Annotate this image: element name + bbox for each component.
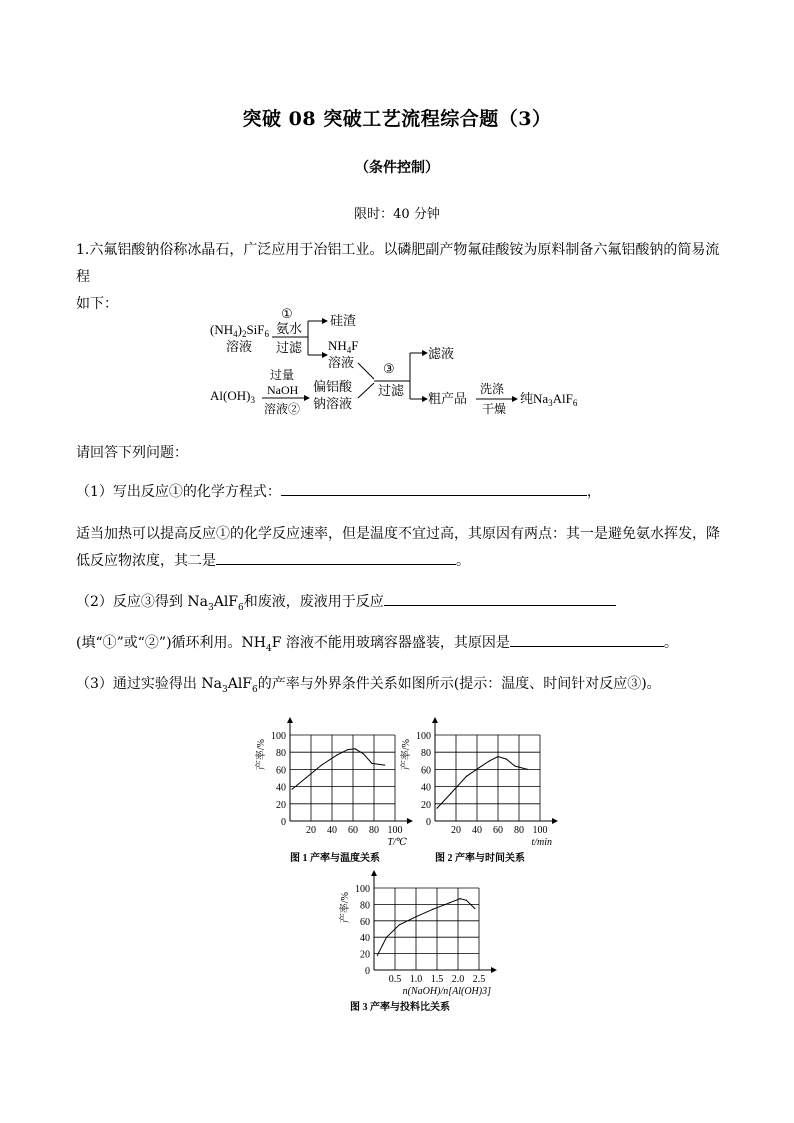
x-tick-label: 100 [532,825,548,836]
data-point [386,937,387,938]
data-point [497,756,498,757]
data-point [321,765,322,766]
data-point [292,789,293,790]
data-point [437,808,438,809]
data-point [363,753,364,754]
wash-label: 洗涤 [480,382,505,396]
x-tick-label: 2.0 [451,974,465,985]
x-axis-label: n(NaOH)/n[Al(OH)3] [402,986,491,997]
data-point [450,793,451,794]
part-2-reaction-blank[interactable] [384,590,616,606]
y-axis-label: 产率/% [340,892,351,924]
data-point [466,776,467,777]
silicon-residue: 硅渣 [330,313,357,328]
part-1-answer-blank[interactable] [281,480,587,496]
data-point [514,765,515,766]
data-point [466,900,467,901]
data-point [377,955,378,956]
y-axis-arrowhead [287,717,293,723]
intro-line-2: 如下： [76,296,118,312]
part-1-reason-blank[interactable] [216,549,456,565]
merge-line-2 [358,383,374,398]
y-tick-label: 80 [421,748,431,760]
pure-product-label: 纯$Na_3AlF_6$ [520,391,578,408]
chart-yield-vs-temperature [250,713,407,864]
part-2-reason-blank[interactable] [510,631,664,647]
sodium-aluminate-line2: 钠溶液 [313,396,353,411]
process-flow-diagram [200,303,600,421]
y-tick-label: 40 [276,782,286,794]
reactant-fluorosilicate: $(NH_4)_2SiF_6$ [210,322,270,339]
dry-label: 干燥 [482,402,507,416]
filtrate-label: 滤液 [428,346,455,361]
data-point [479,767,480,768]
data-point [355,748,356,749]
x-tick-label: 40 [327,825,337,836]
y-tick-label: 60 [360,916,370,928]
y-tick-label: 20 [360,949,370,961]
y-tick-label: 80 [276,748,286,760]
part-2-line-2: (填“①”或“②”)循环利用。$NH_4F$ 溶液不能用玻璃容器盛装，其原因是 。 [76,630,726,663]
x-axis-arrowhead [552,818,558,824]
y-tick-label: 20 [421,799,431,811]
y-axis-arrowhead [371,870,377,876]
y-tick-label: 100 [416,731,431,742]
page-subtitle: （条件控制） [355,160,439,176]
x-axis-label: T/℃ [387,837,407,848]
y-tick-label: 0 [365,966,370,977]
x-tick-label: 80 [514,825,524,836]
residue-arrowhead [322,318,328,324]
data-point [415,916,416,917]
data-point [347,749,348,750]
x-tick-label: 60 [348,825,358,836]
chart-caption: 图 1 产率与温度关系 [290,853,380,864]
chart-yield-vs-ratio [330,866,490,1016]
y-tick-label: 0 [281,817,286,828]
data-point [384,765,385,766]
answer-prompt: 请回答下列问题： [76,445,188,461]
x-tick-label: 40 [472,825,482,836]
x-tick-label: 20 [306,825,316,836]
sodium-aluminate-line1: 偏铝酸 [313,379,353,394]
data-series-line [437,757,527,809]
step-1-reagent: 氨水 [276,321,303,336]
x-tick-label: 0.5 [388,974,402,985]
x-tick-label: 1.0 [409,974,423,985]
data-series-line [377,899,474,956]
chart-yield-vs-time [395,713,552,864]
part-1-line-3: 低反应物浓度，其二是 。 [76,548,726,575]
crude-product-label: 粗产品 [428,391,468,406]
data-point [432,909,433,910]
step-2-arrowhead [304,395,310,401]
nh4f-state: 溶液 [328,355,355,370]
y-tick-label: 80 [360,900,370,912]
y-axis-label: 产率/% [401,739,412,771]
x-tick-label: 80 [369,825,379,836]
step-2-excess: 过量 [270,368,295,382]
y-axis-label: 产率/% [256,739,267,771]
y-tick-label: 60 [421,765,431,777]
part-1-line-2: 适当加热可以提高反应①的化学反应速率，但是温度不宜过高，其原因有两点：其一是避免氨水挥发，降 [76,526,720,542]
intro-line-1: 1.六氟铝酸钠俗称冰晶石，广泛应用于冶铝工业。以磷肥副产物氟硅酸铵为原料制备六氟铝酸钠的简易流程 [76,242,720,285]
part-1-question: （1）写出反应①的化学方程式： ， [76,479,726,506]
chart-caption: 图 2 产率与时间关系 [435,853,525,864]
part-3-question: （3）通过实验得出 $Na_3AlF_6$的产率与外界条件关系如图所示(提示：温度、时间针对反应③)。 [76,676,661,695]
x-axis-arrowhead [491,967,497,973]
step-2-label: 溶液② [264,402,301,416]
data-point [449,902,450,903]
y-tick-label: 60 [276,765,286,777]
data-point [305,777,306,778]
merge-line-1 [358,363,374,379]
data-point [474,908,475,909]
data-point [460,898,461,899]
x-axis-label: t/min [531,837,552,848]
x-tick-label: 2.5 [472,974,486,985]
page-title: 突破 08 突破工艺流程综合题（3） [242,108,552,130]
x-tick-label: 60 [493,825,503,836]
y-tick-label: 20 [276,799,286,811]
step-3-number: ③ [383,361,395,376]
data-point [399,924,400,925]
data-point [489,760,490,761]
data-point [371,763,372,764]
y-tick-label: 40 [421,782,431,794]
y-tick-label: 40 [360,933,370,945]
step-2-reagent: NaOH [267,383,299,397]
time-limit: 限时：40 分钟 [354,207,440,222]
nh4f-label: $NH_4F$ [328,338,359,355]
reactant-1-state: 溶液 [226,339,253,354]
reactant-aluminium-hydroxide: $Al(OH)_3$ [210,388,255,405]
part-2-question: （2）反应③得到 $Na_3AlF_6$和废液，废液用于反应 [76,589,726,622]
wash-arrowhead [512,396,518,402]
y-tick-label: 100 [355,884,370,895]
x-tick-label: 100 [387,825,403,836]
y-axis-arrowhead [432,717,438,723]
x-tick-label: 1.5 [430,974,444,985]
step-3-operation: 过滤 [378,383,405,398]
data-point [506,758,507,759]
step-1-operation: 过滤 [276,340,303,355]
data-point [337,754,338,755]
x-tick-label: 20 [451,825,461,836]
y-tick-label: 0 [426,817,431,828]
data-point [527,769,528,770]
y-tick-label: 100 [271,731,286,742]
part-1-explanation [76,521,726,575]
step-1-number: ① [281,306,293,321]
chart-caption: 图 3 产率与投料比关系 [350,1002,450,1013]
